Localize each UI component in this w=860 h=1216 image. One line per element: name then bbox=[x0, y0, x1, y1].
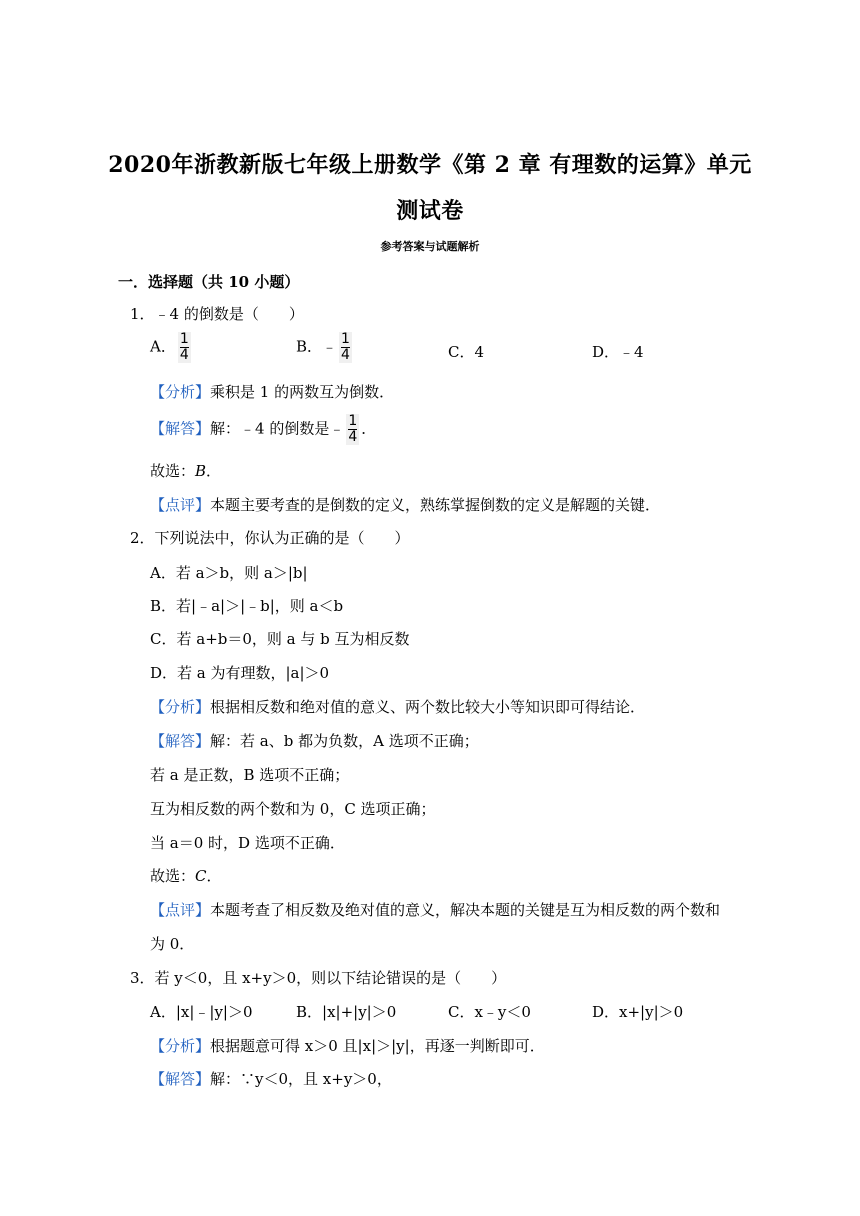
choice-prefix: 故选： bbox=[150, 867, 196, 885]
q2-comment bbox=[150, 900, 720, 920]
answer-tag: 【解答】 bbox=[150, 1070, 211, 1088]
q1-analysis bbox=[150, 382, 394, 402]
q3-analysis-text: 根据题意可得 x＞0 且|x|＞|y|，再逐一判断即可． bbox=[210, 1037, 545, 1055]
q1-stem: 1．﹣4 的倒数是（ ） bbox=[130, 305, 304, 323]
q1-comment-text: 本题主要考查的是倒数的定义，熟练掌握倒数的定义是解题的关键． bbox=[210, 496, 661, 514]
q2-option-a: A．若 a＞b，则 a＞|b| bbox=[150, 564, 308, 582]
answer-tag: 【解答】 bbox=[150, 419, 211, 438]
answer-tag: 【解答】 bbox=[150, 732, 211, 750]
q2-answer-line: 互为相反数的两个数和为 0，C 选项正确； bbox=[150, 800, 436, 818]
q3-option-b: B．|x|+|y|＞0 bbox=[296, 1003, 397, 1021]
q1-option-b bbox=[296, 332, 354, 363]
fraction-numerator: 1 bbox=[341, 331, 350, 347]
q3-answer bbox=[150, 1069, 392, 1089]
q2-option-d: D．若 a 为有理数，|a|＞0 bbox=[150, 664, 330, 682]
document-title-line2: 测试卷 bbox=[396, 198, 464, 224]
choice-prefix: 故选： bbox=[150, 462, 196, 480]
q3-answer-text: 解：∵y＜0，且 x+y＞0， bbox=[210, 1070, 392, 1088]
q2-stem: 2．下列说法中，你认为正确的是（ ） bbox=[130, 529, 410, 547]
q2-answer-line: 当 a＝0 时，D 选项不正确． bbox=[150, 834, 345, 852]
q2-answer-line: 若 a 是正数，B 选项不正确； bbox=[150, 766, 350, 784]
q1-option-c: C．4 bbox=[448, 343, 485, 361]
q3-option-d: D．x+|y|＞0 bbox=[592, 1003, 684, 1021]
analysis-tag: 【分析】 bbox=[150, 383, 211, 401]
q3-option-a: A．|x|﹣|y|＞0 bbox=[150, 1003, 253, 1021]
q1-analysis-text: 乘积是 1 的两数互为倒数． bbox=[210, 383, 395, 401]
comment-tag: 【点评】 bbox=[150, 901, 211, 919]
choice-letter: C bbox=[195, 867, 207, 885]
fraction-numerator: 1 bbox=[179, 331, 189, 347]
q2-answer-line: 解：若 a、b 都为负数，A 选项不正确； bbox=[210, 732, 479, 750]
comment-tag: 【点评】 bbox=[150, 496, 211, 514]
q2-option-b: B．若|﹣a|＞|﹣b|，则 a＜b bbox=[150, 597, 344, 615]
q2-option-c: C．若 a+b＝0，则 a 与 b 互为相反数 bbox=[150, 630, 410, 648]
choice-end: ． bbox=[206, 867, 222, 885]
document-subtitle: 参考答案与试题解析 bbox=[380, 240, 480, 253]
q2-analysis bbox=[150, 697, 645, 717]
q1-answer bbox=[150, 414, 376, 445]
q3-stem: 3．若 y＜0，且 x+y＞0，则以下结论错误的是（ ） bbox=[130, 969, 507, 987]
q1-answer-fraction bbox=[346, 414, 359, 445]
choice-end: ． bbox=[206, 462, 222, 480]
choice-letter: B bbox=[195, 462, 207, 480]
q1-option-d: D．﹣4 bbox=[592, 343, 644, 361]
q1-option-a-fraction bbox=[178, 332, 191, 363]
q1-option-a bbox=[150, 332, 193, 363]
fraction-denominator: 4 bbox=[179, 347, 189, 363]
q1-answer-text: 解：﹣4 的倒数是﹣ bbox=[210, 419, 345, 438]
q1-answer-end: ． bbox=[361, 419, 377, 438]
q3-analysis bbox=[150, 1036, 545, 1056]
fraction-numerator: 1 bbox=[348, 413, 358, 429]
fraction-denominator: 4 bbox=[348, 429, 358, 445]
analysis-tag: 【分析】 bbox=[150, 698, 211, 716]
q2-answer bbox=[150, 731, 479, 751]
q1-choice bbox=[150, 461, 221, 481]
q1-option-b-label: B．﹣ bbox=[296, 337, 338, 356]
q2-comment-text: 本题考查了相反数及绝对值的意义，解决本题的关键是互为相反数的两个数和 bbox=[210, 901, 721, 919]
q2-analysis-text: 根据相反数和绝对值的意义、两个数比较大小等知识即可得结论． bbox=[210, 698, 646, 716]
analysis-tag: 【分析】 bbox=[150, 1037, 211, 1055]
section-heading: 一．选择题（共 10 小题） bbox=[118, 273, 300, 291]
q2-comment-continued: 为 0． bbox=[150, 935, 195, 953]
document-title-line1: 2020年浙教新版七年级上册数学《第 2 章 有理数的运算》单元 bbox=[108, 152, 752, 178]
q1-option-a-label: A． bbox=[150, 337, 176, 356]
q2-choice bbox=[150, 866, 222, 886]
q1-comment bbox=[150, 495, 660, 515]
q1-option-b-fraction bbox=[339, 332, 352, 363]
q3-option-c: C．x﹣y＜0 bbox=[448, 1003, 531, 1021]
fraction-denominator: 4 bbox=[341, 347, 350, 363]
